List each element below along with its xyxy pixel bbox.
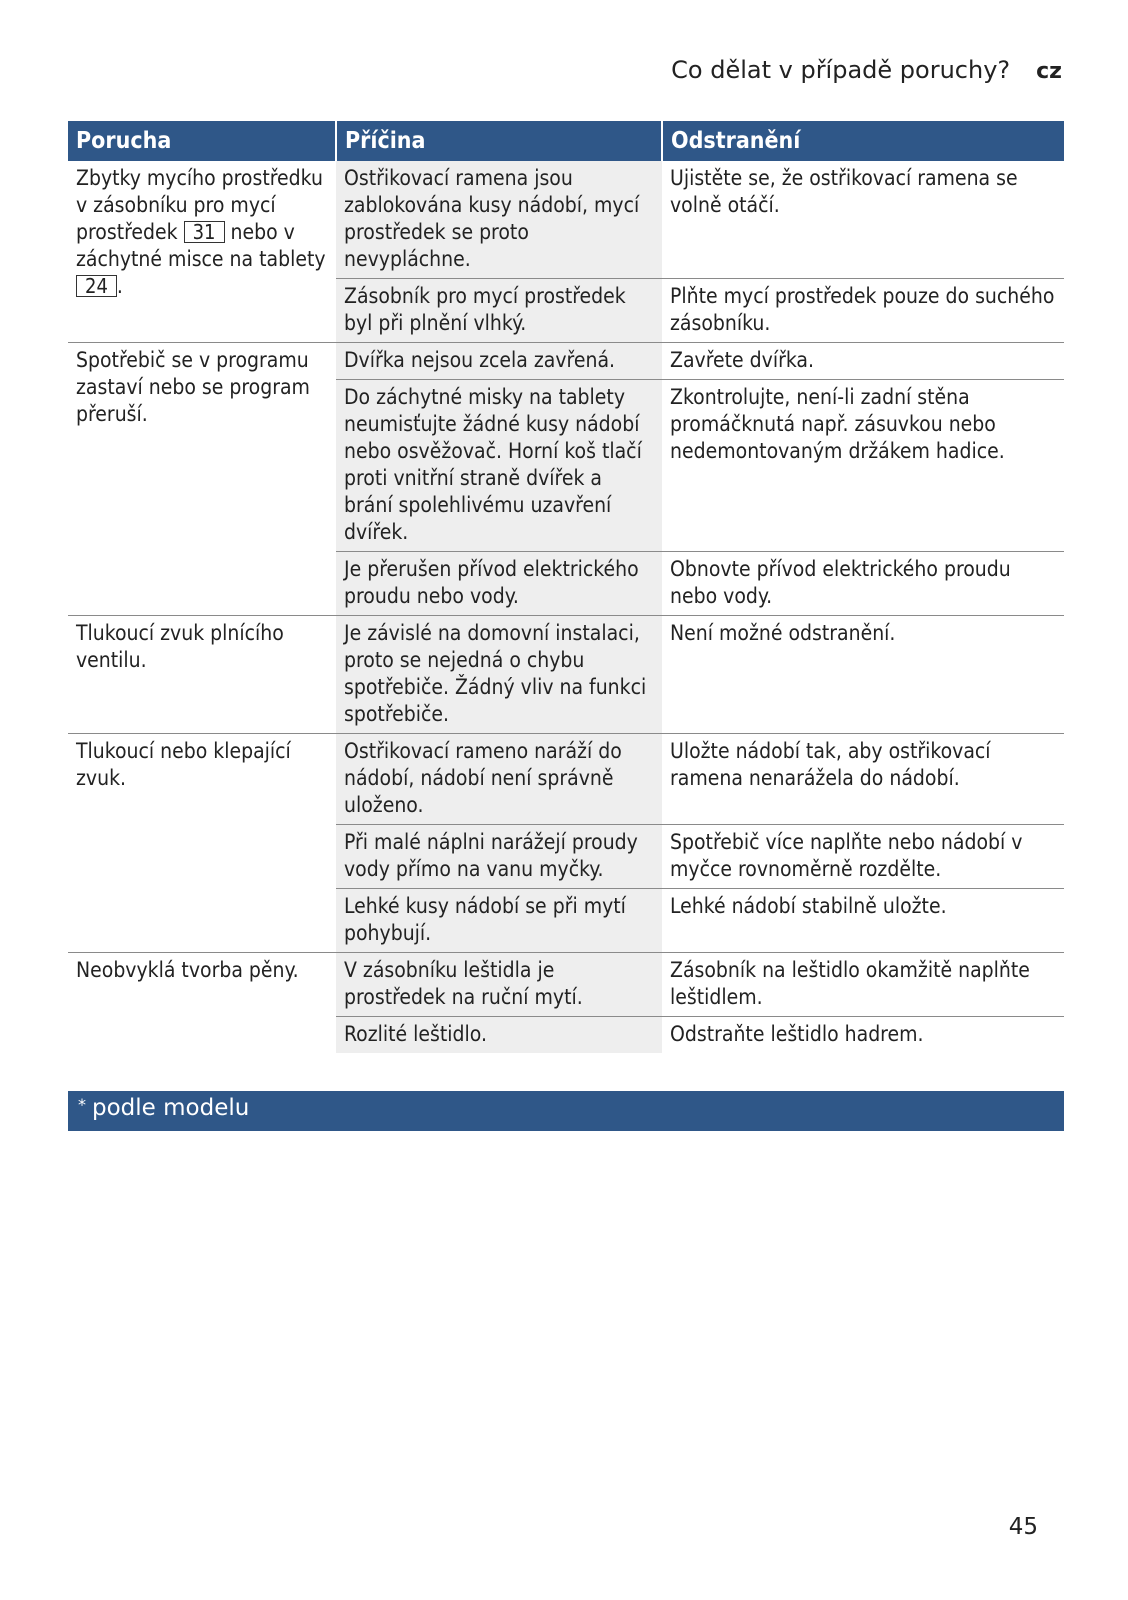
table-row [68, 616, 1064, 734]
cause-cell: Ostřikovací ramena jsou zablokována kusy nádobí, mycí prostředek se proto nevypláchne. [336, 161, 662, 279]
remedy-cell: Lehké nádobí stabilně uložte. [662, 889, 1064, 953]
remedy-cell: Zkontrolujte, není-li zadní stěna promáčknutá např. zásuvkou nebo nedemontovaným držákem hadice. [662, 380, 1064, 552]
cause-cell: Je přerušen přívod elektrického proudu nebo vody. [336, 552, 662, 616]
fault-text: . [116, 274, 123, 298]
remedy-cell: Obnovte přívod elektrického proudu nebo vody. [662, 552, 1064, 616]
cause-cell: Je závislé na domovní instalaci, proto se nejedná o chybu spotřebiče. Žádný vliv na funkci spotřebiče. [336, 616, 662, 734]
column-header-cause: Příčina [336, 121, 662, 161]
cause-cell: Rozlité leštidlo. [336, 1017, 662, 1054]
footnote-bar [68, 1091, 1064, 1131]
fault-cell: Tlukoucí nebo klepající zvuk. [68, 734, 336, 953]
fault-cell: Tlukoucí zvuk plnícího ventilu. [68, 616, 336, 734]
page-header [671, 56, 1062, 84]
remedy-cell: Odstraňte leštidlo hadrem. [670, 1022, 924, 1046]
remedy-cell: Není možné odstranění. [662, 616, 1064, 734]
fault-cell [68, 161, 336, 343]
cause-cell: V zásobníku leštidla je prostředek na ruční mytí. [336, 953, 662, 1017]
table-row [68, 343, 1064, 380]
table-header-row [68, 121, 1064, 161]
language-code: cz [1036, 59, 1062, 84]
remedy-cell: Uložte nádobí tak, aby ostřikovací ramena nenarážela do nádobí. [662, 734, 1064, 825]
remedy-cell: Ujistěte se, že ostřikovací ramena se volně otáčí. [662, 161, 1064, 279]
footnote-text: podle modelu [92, 1095, 250, 1121]
remedy-cell: Zavřete dvířka. [662, 343, 1064, 380]
cause-cell: Ostřikovací rameno naráží do nádobí, nádobí není správně uloženo. [336, 734, 662, 825]
troubleshooting-table [68, 121, 1064, 1053]
remedy-cell: Plňte mycí prostředek pouze do suchého zásobníku. [662, 279, 1064, 343]
cause-cell: Při malé náplni narážejí proudy vody přímo na vanu myčky. [336, 825, 662, 889]
fault-text: nebo v záchytné misce na tablety [76, 220, 326, 271]
remedy-cell: Zásobník na leštidlo okamžitě naplňte leštidlem. [662, 953, 1064, 1017]
table-row [68, 734, 1064, 825]
page-title: Co dělat v případě poruchy? [671, 56, 1011, 84]
column-header-fault: Porucha [68, 121, 336, 161]
reference-number: 24 [76, 275, 117, 297]
table-row [68, 161, 1064, 279]
column-header-remedy: Odstranění [662, 121, 1064, 161]
page-number: 45 [1008, 1514, 1038, 1540]
cause-cell: Lehké kusy nádobí se při mytí pohybují. [336, 889, 662, 953]
cause-cell: Zásobník pro mycí prostředek byl při plnění vlhký. [336, 279, 662, 343]
table-row [68, 953, 1064, 1017]
reference-number: 31 [184, 221, 225, 243]
remedy-cell: Spotřebič více naplňte nebo nádobí v myčce rovnoměrně rozdělte. [662, 825, 1064, 889]
fault-cell: Neobvyklá tvorba pěny. [76, 958, 299, 982]
fault-text: Zbytky mycího prostředku v zásobníku pro mycí prostředek [76, 166, 323, 244]
footnote-asterisk: * [78, 1095, 86, 1114]
cause-cell: Dvířka nejsou zcela zavřená. [336, 343, 662, 380]
fault-cell: Spotřebič se v programu zastaví nebo se program přeruší. [68, 343, 336, 616]
cause-cell: Do záchytné misky na tablety neumisťujte žádné kusy nádobí nebo osvěžovač. Horní koš tlačí proti vnitřní straně dvířek a brání spolehlivému uzavření dvířek. [336, 380, 662, 552]
